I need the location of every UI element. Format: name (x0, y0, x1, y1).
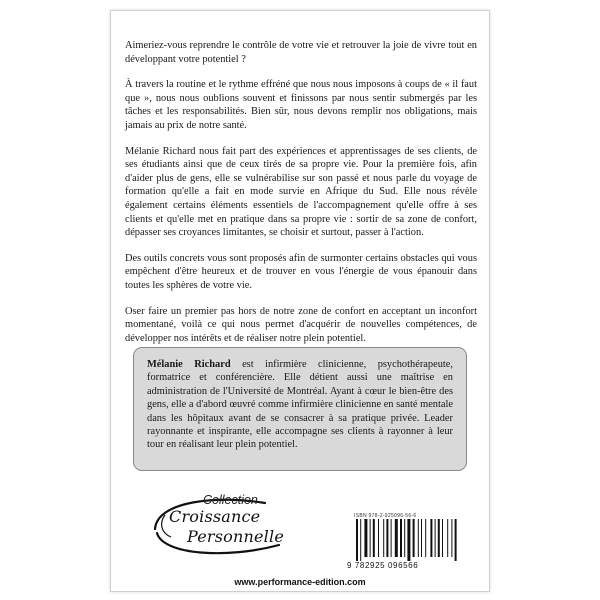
blurb-paragraph: Des outils concrets vous sont proposés afin de surmonter certains obstacles qui vous empêchent d'être heureux et de trouver en vous l'énergie de vous épanouir dans toutes les sphères de votre vie. (125, 252, 477, 291)
blurb-paragraph: À travers la routine et le rythme effréné que nous nous imposons à coups de « il faut que », nous nous oublions souvent et finissons par nous sentir submergés par les tâches et les responsabilités. Bien sûr, nous devons remplir nos obligations, mais jamais au prix de notre santé. (125, 79, 477, 131)
collection-name-line2: Personnelle (187, 527, 284, 546)
collection-label: Collection (203, 493, 258, 507)
publisher-website: www.performance-edition.com (234, 577, 366, 587)
blurb-paragraph: Mélanie Richard nous fait part des expériences et apprentissages de ses clients, de ses étudiants ainsi que de ceux tirés de sa propre vie. Pour la première fois, afin d'aider plus de gens, elle se vulnérabilise sur son passé et nous parle du voyage de formation qu'elle a fait en mode survie en Afrique du Sud. Elle nous révèle également certains éléments essentiels de l'accompagnement qu'elle offre à ses clients et qu'elle met en pratique dans sa propre vie : sortir de sa zone de confort, dépasser ses croyances limitantes, se choisir et surtout, passer à l'action. (125, 145, 477, 239)
barcode-digits: 9 782925 096566 (347, 561, 419, 570)
blurb-paragraph: Aimeriez-vous reprendre le contrôle de votre vie et retrouver la joie de vivre tout en développant votre potentiel ? (125, 40, 477, 65)
blurb-text (125, 39, 477, 357)
author-name: Mélanie Richard (147, 359, 231, 370)
collection-logo (147, 493, 287, 563)
author-bio-box (133, 347, 467, 471)
book-back-cover (110, 10, 490, 592)
collection-name-line1: Croissance (169, 507, 261, 526)
author-bio-text: est infirmière clinicienne, psychothérapeute, formatrice et conférencière. Elle détient aussi une maîtrise en administration de l'Université de Montréal. Ayant à cœur le bien-être des gens, elle a d'abord œuvré comme infirmière clinicienne en santé mentale dans les hôpitaux avant de se consacrer à sa pratique privée. Leader rayonnante et inspirante, elle accompagne ses clients à rayonner à leur tour en réalisant leur plein potentiel. (147, 359, 453, 451)
barcode-icon (354, 519, 476, 561)
isbn-text: ISBN 978-2-925096-56-6 (354, 513, 417, 519)
blurb-paragraph: Oser faire un premier pas hors de notre zone de confort en acceptant un inconfort momentané, voilà ce qui nous permet d'acquérir de nouvelles compétences, de développer nos intérêts et de réaliser notre plein potentiel. (125, 305, 477, 344)
